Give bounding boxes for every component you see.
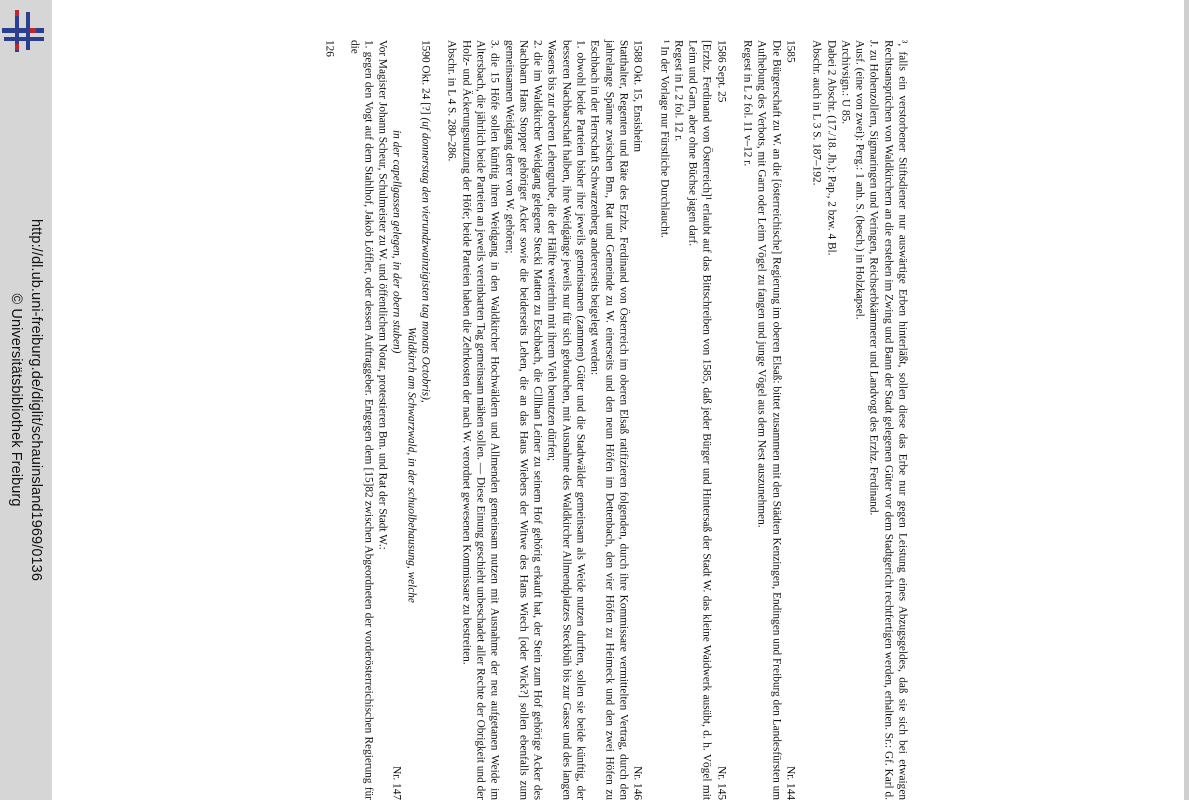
- note-line: Ausf. (eine von zwei): Perg.: 1 anh. S. (besch.) in Holzkapsel.: [853, 40, 866, 320]
- source-url[interactable]: http://dl.ub.uni-freiburg.de/diglit/schauinsland1969/0136: [28, 218, 44, 582]
- entry-text: Statthalter, Regenten und Räte des Erzhz. Ferdinand von Österreich im oberen Elsaß ratifizieren folgenden, durch ihre Kommissare vermittelten Vertrag, durch den jahrelange Spänne zwischen Bm., Rat und Gemeinde zu W. einerseits und den neun Höfen im Dettenbach, den vier Höfen zu Heimeck und den zwei Höfen zu Eschbach in der Herrschaft Schwarzenberg andererseits beigelegt werden:: [588, 40, 630, 800]
- entry-date-note: (uf donnerstag den vierundzwainzigisten tag monats Octobris),: [419, 117, 432, 403]
- note-line: Archivsign.: U 85.: [839, 40, 852, 125]
- page-number: 126: [323, 40, 336, 57]
- entry-146: [445, 40, 645, 800]
- entry-date: 1590 Okt. 24 [?]: [419, 40, 432, 115]
- entry-item: 2. die im Waldkircher Weidgang gelegene Stecki Matten zu Eschbach, die Clllhan Leiner zu seinem Hof gehörig erkauft hat, der Stein zum Hof gehörige Acker des Nachbarn Hans Stopper gehöriger Acker sowie die beiderseits Lehen, die an das Haus Wiebers der Witwe des Hans Wiech [oder Wick?] sollen ebenfalls zum gemeinsamen Weidgang derer von W. gehören;: [503, 40, 544, 800]
- entry-item: 3. die 15 Höfe sollen künftig ihren Weidgang in den Waldkircher Hochwäldern und Allmenden gemeinsam nutzen mit Ausnahme der neu aufgetanen Weide im Altersbach, die jährlich beide Parteien an jeweils vereinbarten Tag gemeinsam mähen sollen. — Diese Einung geschieht unbeschadet aller Rechte der Obrigkeit und der Holz- und Äckerungsnutzung der Höfe; beide Parteien haben die Zehrkosten der nach W. verordnet gewesenen Kommissare zu bestreiten.: [460, 40, 501, 800]
- note-line: Regest in L 2 fol. 12 r.: [672, 40, 685, 142]
- entry-144: [740, 40, 797, 800]
- note-line: Dabei 2 Abschr. (17./18. Jh.): Pap., 2 bzw. 4 Bl.: [825, 40, 838, 256]
- entry-number: Nr. 146: [631, 766, 644, 800]
- entry-number: Nr. 144: [784, 766, 797, 800]
- entry-text: [Erzhz. Ferdinand von Österreich]¹ erlaubt auf das Bittschreiben von 1585, daß jeder Bürger und Hintersaß der Stadt W. das kleine Waidwerk ausübt, d. h. Vögel mit Leim und Garn, aber ohne Büchse jagen darf.: [686, 40, 713, 800]
- entry-number: Nr. 147: [390, 766, 403, 800]
- entry-date: 1588 Okt. 15, Ensisheim: [631, 40, 644, 153]
- note-line: Abschr. in L 4 S. 280–286.: [445, 40, 458, 162]
- place-line: in der capellgassen gelegen, in der obern stuben): [390, 130, 403, 354]
- entry-147: [347, 40, 433, 800]
- entry-item: 1. obwohl beide Parteien bisher ihre jeweils gemeinsamen (zammen) Güter und die Stadtwälder gemeinsam als Weide nutzen durften, sollen sie beide künftig, der besseren Nachbarschaft halben, ihre Weidgänge jeweils nur für sich gebrauchen, mit Ausnahme des Waldkircher Allmendplatzes Steckbüh bis zur Gasse und des langen Wasens bis zur oberen Lehengrube, die der Hälfte weiterhin mit ihrem Vieh benutzen dürfen;: [545, 40, 587, 800]
- scrollbar-track[interactable]: [1184, 0, 1189, 800]
- entry-date: 1585: [784, 40, 797, 63]
- note-line: Regest in L 2 fol. 11 v–12 r.: [741, 40, 754, 167]
- document-page: [323, 40, 910, 800]
- entry-text: Die Bürgerschaft zu W. an die [österreichische] Regierung im oberen Elsaß: bittet zusammen mit den Städten Kenzingen, Endingen und Freiburg den Landesfürsten um Aufhebung des Verbots, mit Garn oder Leim Vögel zu fangen und junge Vögel aus dem Nest auszunehmen.: [755, 40, 783, 800]
- entry-date: 1586 Sept. 25: [715, 40, 728, 103]
- entry-145: [657, 40, 728, 800]
- entry-item: 1. gegen den Vogt auf dem Stahlhof, Jakob Löffler, oder dessen Auftraggeber. Entgegen dem [15]82 zwischen Abgeordneten der vorderösterreichischen Regierung für die: [348, 40, 375, 800]
- note-line: Abschr. auch in L 3 S. 187–192.: [810, 40, 823, 186]
- place-line: Waldkirch am Schwarzwald, in der schuolbehausung, welche: [405, 327, 418, 603]
- copyright-notice: © Universitätsbibliothek Freiburg: [8, 293, 24, 507]
- intro-notes: [809, 40, 866, 800]
- source-citation: [6, 219, 46, 581]
- intro-paragraph: ³, falls ein verstorbener Stiftsdiener nur auswärtige Erben hinterläßt, sollen diese das Erbe nur gegen Leistung eines Abzugsgeldes, daß sie sich bei etwaigen Rechtsansprüchen von Waldkirchern an die erstehen im Zwing und Bann der Stadt gelegenen Güter vor dem Stadtgericht rechtfertigen werden, erhalten. Sr.: Gf. Karl d. J. zu Hohenzollern, Sigmaringen und Veringen, Reichserbkämmerer und Landvogt des Erzhz. Ferdinand.: [867, 40, 909, 800]
- footnote: ¹ In der Vorlage nur Fürstliche Durchlaucht.: [658, 40, 671, 238]
- entry-text: Vor Magister Johann Scheur, Schulmeister zu W. und öffentlichem Notar, protestieren Bm. und Rat der Stadt W.:: [376, 40, 389, 550]
- viewer-sidebar: [0, 0, 52, 800]
- entry-number: Nr. 145: [715, 766, 728, 800]
- ub-freiburg-logo-icon[interactable]: [2, 8, 46, 54]
